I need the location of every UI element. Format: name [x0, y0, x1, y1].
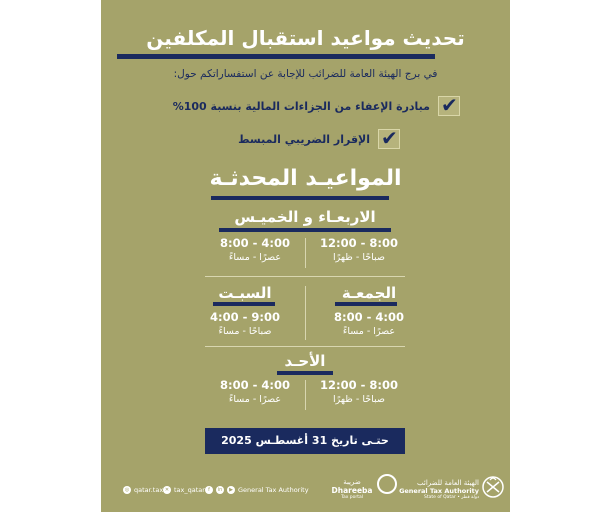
x-icon: ✕ — [164, 487, 170, 493]
intro-text: في برج الهيئة العامة للضرائب للإجابة عن استفساراتكم حول: — [173, 68, 438, 80]
deadline-banner: حتـى تاريخ 31 أغسطـس 2025 — [205, 428, 405, 454]
time-period: عصرًا - مساءً — [228, 252, 282, 263]
linkedin-icon: in — [217, 487, 223, 493]
time-range: 8:00 - 4:00 — [334, 310, 404, 324]
topic-item — [172, 93, 460, 117]
divider — [305, 286, 306, 340]
time-range: 8:00 - 4:00 — [220, 236, 290, 250]
day-underline — [213, 302, 275, 306]
qatar-emblem-icon — [481, 474, 505, 500]
day-heading-sunday: الأحـد — [284, 352, 326, 370]
time-period: صباحًا - مساءً — [218, 326, 272, 337]
day-heading-friday: الجمعـة — [341, 284, 397, 302]
day-underline — [335, 302, 397, 306]
time-period: صباحًا - ظهرًا — [333, 394, 385, 405]
checkbox-icon: ✔ — [378, 129, 400, 149]
social-account[interactable]: f in ▶ General Tax Authority — [205, 486, 309, 494]
gta-logo: الهيئة العامة للضرائب General Tax Authority State of Qatar • دولة قطر — [399, 479, 479, 500]
time-period: صباحًا - ظهرًا — [333, 252, 385, 263]
divider — [305, 238, 306, 268]
time-period: عصرًا - مساءً — [228, 394, 282, 405]
title-underline — [117, 54, 435, 59]
day-underline — [219, 228, 391, 232]
time-range: 12:00 - 8:00 — [320, 378, 398, 392]
time-period: عصرًا - مساءً — [342, 326, 396, 337]
day-heading-wed-thu: الاربعـاء و الخميـس — [234, 208, 376, 226]
section-title-underline — [211, 196, 389, 200]
time-range: 8:00 - 4:00 — [220, 378, 290, 392]
facebook-icon: f — [205, 486, 213, 494]
section-title: المواعيـد المحدثـة — [209, 166, 402, 191]
day-heading-saturday: السبـت — [218, 284, 272, 302]
checkbox-icon: ✔ — [438, 96, 460, 116]
topic-label: مبادرة الإعفاء من الجزاءات المالية بنسبة 100% — [172, 99, 430, 113]
topic-item — [238, 126, 400, 150]
divider — [205, 346, 405, 347]
day-underline — [277, 371, 333, 375]
topic-label: الإقرار الضريبي المبسط — [238, 132, 370, 146]
dhareeba-logo: ضريبة Dhareeba Tax portal — [331, 478, 373, 500]
poster — [101, 0, 510, 512]
instagram-handle[interactable]: ◎ qatar.tax — [124, 486, 164, 494]
time-range: 4:00 - 9:00 — [210, 310, 280, 324]
page-title: تحديث مواعيد استقبال المكلفين — [146, 26, 465, 50]
divider — [305, 380, 306, 410]
divider — [205, 276, 405, 277]
youtube-icon: ▶ — [227, 486, 235, 494]
time-range: 12:00 - 8:00 — [320, 236, 398, 250]
x-handle[interactable]: ✕ tax_qatar — [164, 486, 205, 494]
instagram-icon: ◎ — [124, 487, 130, 493]
